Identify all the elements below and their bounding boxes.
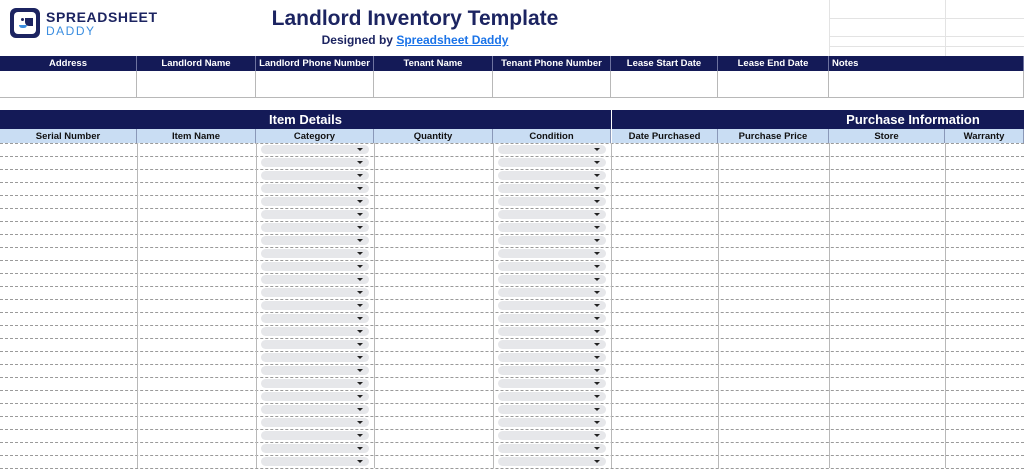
table-row bbox=[0, 286, 1024, 287]
chevron-down-icon bbox=[594, 213, 600, 216]
chevron-down-icon bbox=[594, 369, 600, 372]
category-dropdown[interactable] bbox=[261, 249, 369, 258]
column-header-purchase-price[interactable]: Purchase Price bbox=[718, 129, 829, 143]
column-header-serial-number[interactable]: Serial Number bbox=[0, 129, 137, 143]
chevron-down-icon bbox=[594, 356, 600, 359]
subtitle-prefix: Designed by bbox=[321, 33, 393, 47]
column-header-quantity[interactable]: Quantity bbox=[374, 129, 493, 143]
info-cell-landlord-phone-number[interactable] bbox=[256, 71, 374, 98]
table-row bbox=[0, 299, 1024, 300]
column-divider bbox=[137, 143, 138, 468]
grid-line bbox=[829, 0, 830, 56]
table-row bbox=[0, 247, 1024, 248]
table-row bbox=[0, 338, 1024, 339]
category-dropdown[interactable] bbox=[261, 327, 369, 336]
section-purchase-information-label: Purchase Information bbox=[846, 112, 980, 127]
condition-dropdown[interactable] bbox=[498, 340, 606, 349]
info-cell-tenant-phone-number[interactable] bbox=[493, 71, 611, 98]
table-row bbox=[0, 351, 1024, 352]
chevron-down-icon bbox=[357, 447, 363, 450]
chevron-down-icon bbox=[357, 148, 363, 151]
condition-dropdown[interactable] bbox=[498, 210, 606, 219]
category-dropdown[interactable] bbox=[261, 353, 369, 362]
page-subtitle bbox=[255, 33, 575, 47]
chevron-down-icon bbox=[594, 239, 600, 242]
grid-line bbox=[830, 18, 1024, 19]
condition-dropdown[interactable] bbox=[498, 184, 606, 193]
category-dropdown[interactable] bbox=[261, 145, 369, 154]
condition-dropdown[interactable] bbox=[498, 288, 606, 297]
chevron-down-icon bbox=[357, 369, 363, 372]
column-divider bbox=[374, 143, 375, 468]
table-row bbox=[0, 312, 1024, 313]
column-header-category[interactable]: Category bbox=[256, 129, 374, 143]
column-header-item-name[interactable]: Item Name bbox=[137, 129, 256, 143]
condition-dropdown[interactable] bbox=[498, 314, 606, 323]
chevron-down-icon bbox=[594, 278, 600, 281]
chevron-down-icon bbox=[357, 174, 363, 177]
info-cell-lease-end-date[interactable] bbox=[718, 71, 829, 98]
chevron-down-icon bbox=[357, 304, 363, 307]
table-row bbox=[0, 429, 1024, 430]
grid-line bbox=[945, 0, 946, 56]
chevron-down-icon bbox=[357, 200, 363, 203]
condition-dropdown[interactable] bbox=[498, 392, 606, 401]
table-row bbox=[0, 260, 1024, 261]
column-header-warranty[interactable]: Warranty bbox=[945, 129, 1024, 143]
chevron-down-icon bbox=[357, 187, 363, 190]
brand-name: SPREADSHEET bbox=[46, 9, 158, 25]
condition-dropdown[interactable] bbox=[498, 431, 606, 440]
chevron-down-icon bbox=[594, 161, 600, 164]
category-dropdown[interactable] bbox=[261, 223, 369, 232]
table-row bbox=[0, 156, 1024, 157]
table-row bbox=[0, 364, 1024, 365]
table-row bbox=[0, 143, 1024, 144]
category-dropdown[interactable] bbox=[261, 210, 369, 219]
category-dropdown[interactable] bbox=[261, 275, 369, 284]
chevron-down-icon bbox=[357, 161, 363, 164]
category-dropdown[interactable] bbox=[261, 314, 369, 323]
category-dropdown[interactable] bbox=[261, 184, 369, 193]
chevron-down-icon bbox=[357, 278, 363, 281]
grid-line bbox=[830, 36, 1024, 37]
chevron-down-icon bbox=[594, 408, 600, 411]
brand-subname: DADDY bbox=[46, 24, 96, 38]
chevron-down-icon bbox=[357, 291, 363, 294]
chevron-down-icon bbox=[594, 382, 600, 385]
category-dropdown[interactable] bbox=[261, 171, 369, 180]
table-row bbox=[0, 234, 1024, 235]
table-row bbox=[0, 273, 1024, 274]
condition-dropdown[interactable] bbox=[498, 249, 606, 258]
info-header-address: Address bbox=[0, 56, 137, 71]
condition-dropdown[interactable] bbox=[498, 301, 606, 310]
inventory-table-body[interactable] bbox=[0, 143, 1024, 468]
chevron-down-icon bbox=[357, 265, 363, 268]
chevron-down-icon bbox=[594, 174, 600, 177]
chevron-down-icon bbox=[357, 343, 363, 346]
info-header-tenant-phone-number: Tenant Phone Number bbox=[493, 56, 611, 71]
chevron-down-icon bbox=[594, 317, 600, 320]
condition-dropdown[interactable] bbox=[498, 158, 606, 167]
chevron-down-icon bbox=[594, 200, 600, 203]
chevron-down-icon bbox=[357, 317, 363, 320]
info-cell-notes[interactable] bbox=[829, 71, 1024, 98]
info-header-lease-end-date: Lease End Date bbox=[718, 56, 829, 71]
table-row bbox=[0, 182, 1024, 183]
chevron-down-icon bbox=[357, 434, 363, 437]
info-cell-landlord-name[interactable] bbox=[137, 71, 256, 98]
column-divider bbox=[718, 143, 719, 468]
column-header-condition[interactable]: Condition bbox=[493, 129, 611, 143]
column-header-store[interactable]: Store bbox=[829, 129, 945, 143]
info-header-tenant-name: Tenant Name bbox=[374, 56, 493, 71]
table-row bbox=[0, 403, 1024, 404]
condition-dropdown[interactable] bbox=[498, 145, 606, 154]
category-dropdown[interactable] bbox=[261, 379, 369, 388]
condition-dropdown[interactable] bbox=[498, 457, 606, 466]
condition-dropdown[interactable] bbox=[498, 353, 606, 362]
table-row bbox=[0, 325, 1024, 326]
page-title: Landlord Inventory Template bbox=[271, 7, 559, 30]
category-dropdown[interactable] bbox=[261, 340, 369, 349]
chevron-down-icon bbox=[357, 252, 363, 255]
column-divider bbox=[829, 143, 830, 468]
column-header-date-purchased[interactable]: Date Purchased bbox=[612, 129, 718, 143]
section-purchase-information bbox=[612, 110, 1024, 129]
category-dropdown[interactable] bbox=[261, 197, 369, 206]
chevron-down-icon bbox=[357, 213, 363, 216]
table-row bbox=[0, 390, 1024, 391]
condition-dropdown[interactable] bbox=[498, 418, 606, 427]
table-row bbox=[0, 208, 1024, 209]
category-dropdown[interactable] bbox=[261, 457, 369, 466]
chevron-down-icon bbox=[594, 330, 600, 333]
chevron-down-icon bbox=[594, 291, 600, 294]
chevron-down-icon bbox=[594, 226, 600, 229]
category-dropdown[interactable] bbox=[261, 392, 369, 401]
column-divider bbox=[256, 143, 257, 468]
condition-dropdown[interactable] bbox=[498, 366, 606, 375]
info-header-notes: Notes bbox=[829, 56, 1024, 71]
chevron-down-icon bbox=[357, 421, 363, 424]
info-cell-lease-start-date[interactable] bbox=[611, 71, 718, 98]
chevron-down-icon bbox=[594, 304, 600, 307]
chevron-down-icon bbox=[594, 343, 600, 346]
table-row bbox=[0, 377, 1024, 378]
chevron-down-icon bbox=[594, 434, 600, 437]
table-row bbox=[0, 455, 1024, 456]
chevron-down-icon bbox=[594, 460, 600, 463]
info-header-landlord-phone-number: Landlord Phone Number bbox=[256, 56, 374, 71]
condition-dropdown[interactable] bbox=[498, 223, 606, 232]
condition-dropdown[interactable] bbox=[498, 379, 606, 388]
chevron-down-icon bbox=[594, 421, 600, 424]
info-cell-tenant-name[interactable] bbox=[374, 71, 493, 98]
chevron-down-icon bbox=[594, 395, 600, 398]
info-cell-address[interactable] bbox=[0, 71, 137, 98]
chevron-down-icon bbox=[357, 395, 363, 398]
table-row bbox=[0, 416, 1024, 417]
category-dropdown[interactable] bbox=[261, 262, 369, 271]
condition-dropdown[interactable] bbox=[498, 171, 606, 180]
category-dropdown[interactable] bbox=[261, 288, 369, 297]
chevron-down-icon bbox=[357, 330, 363, 333]
chevron-down-icon bbox=[357, 356, 363, 359]
table-row bbox=[0, 221, 1024, 222]
category-dropdown[interactable] bbox=[261, 444, 369, 453]
spreadsheet-daddy-link[interactable]: Spreadsheet Daddy bbox=[396, 33, 509, 47]
column-divider bbox=[945, 143, 946, 468]
condition-dropdown[interactable] bbox=[498, 444, 606, 453]
info-header-lease-start-date: Lease Start Date bbox=[611, 56, 718, 71]
condition-dropdown[interactable] bbox=[498, 405, 606, 414]
grid-line bbox=[830, 46, 1024, 47]
category-dropdown[interactable] bbox=[261, 236, 369, 245]
section-item-details: Item Details bbox=[0, 110, 611, 129]
category-dropdown[interactable] bbox=[261, 158, 369, 167]
table-row bbox=[0, 169, 1024, 170]
chevron-down-icon bbox=[594, 252, 600, 255]
chevron-down-icon bbox=[594, 447, 600, 450]
chevron-down-icon bbox=[357, 408, 363, 411]
category-dropdown[interactable] bbox=[261, 418, 369, 427]
condition-dropdown[interactable] bbox=[498, 275, 606, 284]
category-dropdown[interactable] bbox=[261, 366, 369, 375]
chevron-down-icon bbox=[594, 265, 600, 268]
category-dropdown[interactable] bbox=[261, 301, 369, 310]
condition-dropdown[interactable] bbox=[498, 327, 606, 336]
condition-dropdown[interactable] bbox=[498, 236, 606, 245]
chevron-down-icon bbox=[357, 239, 363, 242]
table-row bbox=[0, 442, 1024, 443]
table-row bbox=[0, 195, 1024, 196]
condition-dropdown[interactable] bbox=[498, 262, 606, 271]
category-dropdown[interactable] bbox=[261, 431, 369, 440]
chevron-down-icon bbox=[594, 148, 600, 151]
chevron-down-icon bbox=[357, 226, 363, 229]
info-header-landlord-name: Landlord Name bbox=[137, 56, 256, 71]
chevron-down-icon bbox=[357, 382, 363, 385]
condition-dropdown[interactable] bbox=[498, 197, 606, 206]
column-divider bbox=[611, 143, 612, 468]
spreadsheet-daddy-logo-icon bbox=[10, 8, 40, 38]
chevron-down-icon bbox=[594, 187, 600, 190]
column-divider bbox=[493, 143, 494, 468]
chevron-down-icon bbox=[357, 460, 363, 463]
category-dropdown[interactable] bbox=[261, 405, 369, 414]
